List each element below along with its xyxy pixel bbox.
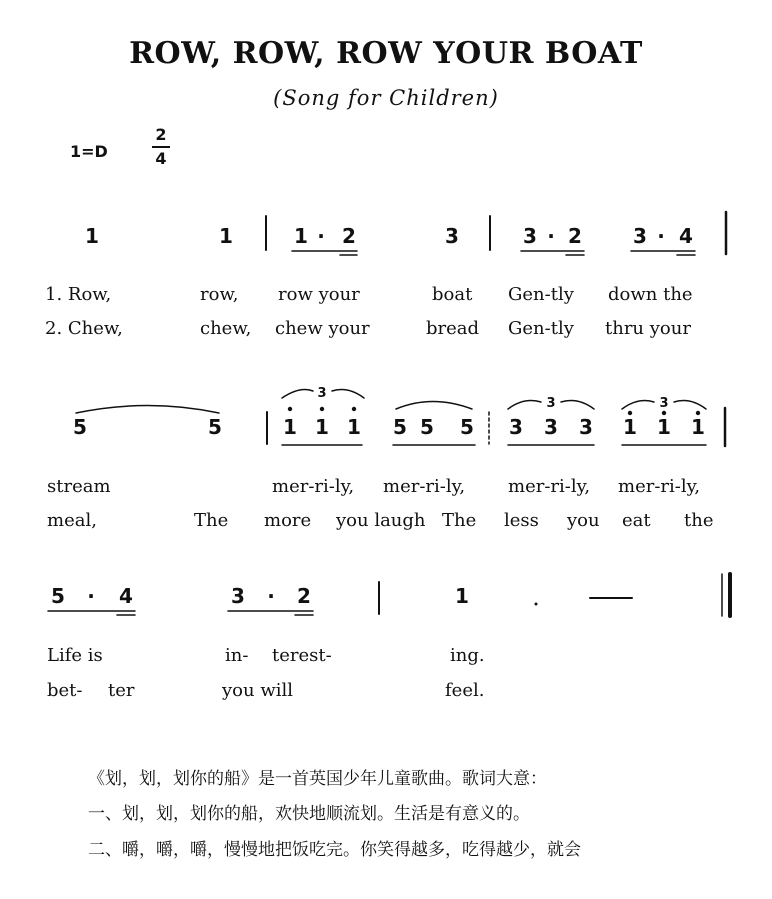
dot-rhythm: · — [317, 224, 325, 248]
note: 1 — [455, 584, 469, 608]
note: 1 — [283, 415, 297, 439]
lyric-word: ter — [108, 680, 135, 701]
lyric-word: mer-ri-ly, — [383, 476, 466, 497]
footnote-line: 《划，划，划你的船》是一首英国少年儿童歌曲。歌词大意： — [88, 769, 547, 789]
song-subtitle: (Song for Children) — [273, 86, 499, 110]
lyric-word: ing. — [450, 645, 485, 666]
note: 1 — [691, 415, 705, 439]
lyric-word: chew your — [275, 318, 370, 339]
triplet-mark: 3 — [659, 396, 669, 411]
lyric-word: bread — [426, 318, 480, 339]
octave-dot — [696, 411, 700, 415]
note: 3 — [509, 415, 523, 439]
lyric-word: feel. — [445, 680, 485, 701]
note: 2 — [297, 584, 311, 608]
note: 5 — [73, 415, 87, 439]
lyric-word: the — [684, 510, 714, 531]
note: 1 — [657, 415, 671, 439]
lyric-word: you laugh — [336, 510, 426, 531]
triplet-slur — [622, 401, 654, 409]
key-signature: 1=D — [70, 142, 108, 161]
lyric-word: 2. Chew, — [45, 318, 123, 339]
octave-dot — [352, 407, 356, 411]
time-signature-bottom: 4 — [155, 148, 167, 168]
triplet-slur — [332, 390, 364, 398]
note: 1 — [219, 224, 233, 248]
lyric-word: eat — [622, 510, 651, 531]
lyric-word: chew, — [200, 318, 252, 339]
dot-rhythm: · — [657, 224, 665, 248]
note: 1 — [623, 415, 637, 439]
lyric-word: Gen-tly — [508, 284, 574, 305]
tie-slur — [76, 406, 219, 414]
lyric-word: less — [504, 510, 539, 531]
lyric-word: 1. Row, — [45, 284, 112, 305]
lyric-word: The — [194, 510, 229, 531]
note: 3 — [231, 584, 245, 608]
lyric-word: Life is — [47, 645, 103, 666]
note: 4 — [679, 224, 693, 248]
lyric-word: row, — [200, 284, 239, 305]
lyric-word: stream — [47, 476, 111, 497]
time-signature-top: 2 — [155, 125, 167, 144]
note: 3 — [523, 224, 537, 248]
lyric-word: mer-ri-ly, — [508, 476, 591, 497]
footnote-line: 一、划，划，划你的船，欢快地顺流划。生活是有意义的。 — [88, 804, 530, 824]
slur — [396, 402, 472, 410]
lyric-word: thru your — [605, 318, 691, 339]
octave-dot — [320, 407, 324, 411]
octave-dot — [288, 407, 292, 411]
note: 4 — [119, 584, 133, 608]
note: 5 — [208, 415, 222, 439]
octave-dot — [628, 411, 632, 415]
lyric-word: bet- — [47, 680, 83, 701]
lyric-word: in- — [225, 645, 249, 666]
lyric-word: mer-ri-ly, — [272, 476, 355, 497]
note: 1 — [347, 415, 361, 439]
lyric-word: down the — [608, 284, 693, 305]
lyric-word: more — [264, 510, 312, 531]
note: 5 — [51, 584, 65, 608]
note: 2 — [568, 224, 582, 248]
footnote-line: 二、嚼，嚼，嚼，慢慢地把饭吃完。你笑得越多，吃得越少，就会 — [88, 840, 581, 860]
note: 3 — [544, 415, 558, 439]
lyric-word: The — [442, 510, 477, 531]
note: 3 — [445, 224, 459, 248]
triplet-slur — [674, 401, 706, 409]
note: 3 — [579, 415, 593, 439]
dot-rhythm: · — [87, 584, 95, 608]
dot-rhythm: · — [547, 224, 555, 248]
note: 5 — [393, 415, 407, 439]
note: 2 — [342, 224, 356, 248]
song-title: ROW, ROW, ROW YOUR BOAT — [129, 36, 643, 71]
triplet-slur — [282, 390, 313, 398]
note: 1 — [85, 224, 99, 248]
lyric-word: terest- — [272, 645, 332, 666]
lyric-word: you will — [222, 680, 293, 701]
note: 1 — [294, 224, 308, 248]
note: 1 — [315, 415, 329, 439]
dot-rhythm: · — [267, 584, 275, 608]
triplet-slur — [561, 401, 594, 409]
lyric-word: meal, — [47, 510, 97, 531]
triplet-mark: 3 — [317, 386, 327, 401]
lyric-word: row your — [278, 284, 360, 305]
lyric-word: you — [567, 510, 600, 531]
lyric-word: Gen-tly — [508, 318, 574, 339]
triplet-mark: 3 — [546, 396, 556, 411]
octave-dot — [662, 411, 666, 415]
lyric-word: boat — [432, 284, 473, 305]
note: 5 — [420, 415, 434, 439]
note: 3 — [633, 224, 647, 248]
note: 5 — [460, 415, 474, 439]
lyric-word: mer-ri-ly, — [618, 476, 701, 497]
triplet-slur — [508, 401, 541, 409]
